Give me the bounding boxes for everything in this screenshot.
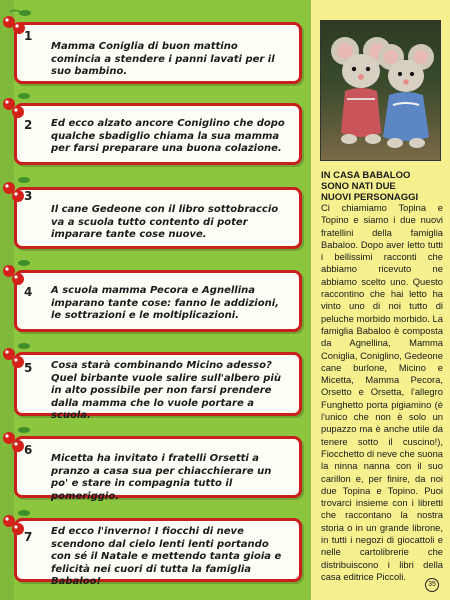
- page-number: 35: [425, 578, 439, 592]
- card-text: A scuola mamma Pecora e Agnellina imparano tante cose: fanno le addizioni, le sottrazioni e le moltiplicazioni.: [51, 285, 279, 321]
- article-body: Ci chiamiamo Topina e Topino e siamo i due nuovi fratellini della famiglia Babaloo. Dopo aver letto tutti i bellissimi racconti che abbiamo ricevuto ne abbiamo scelto uno. Questo raccontino che hai letto ha vinto uno di noi tutto di peluche morbido morbido. La famiglia Babaloo è composta da Agnellina, Mamma Coniglia, Coniglino, Gedeone cane burlone, Micino e Micetta, Mamma Pecora, Orsetto e Orsetta, l'allegro Funghetto porta pigiamino (è l'unico che non è solo un pupazzo ma è anche utile da tenere sotto il cuscino!), Fiocchetto di neve che suona la ninna nanna con il suo carillon e, per finire, da noi due Topina e Topino. Puoi trovarci insieme con i libretti che raccontano la nostra storia o in un grande librone, in tutti i negozi di giocattoli e nelle cartolibrerie che distribuiscono i libri della casa editrice Piccoli.: [321, 202, 443, 582]
- card-number: 7: [24, 530, 33, 544]
- story-card-5: [14, 352, 302, 421]
- card-number: 3: [24, 189, 33, 203]
- card-text: Ed ecco alzato ancore Coniglino che dopo qualche sbadiglio chiama la sua mamma per farsi preparare una buona colazione.: [51, 118, 285, 154]
- story-card-1: [14, 22, 302, 84]
- story-card-3: [14, 187, 302, 249]
- mice-plush-photo: [320, 20, 441, 161]
- cherries-icon: [2, 8, 42, 40]
- card-text: Mamma Coniglia di buon mattino comincia a stendere i panni lavati per il suo bambino.: [51, 41, 275, 77]
- story-card-6: [14, 436, 302, 502]
- card-text: Ed ecco l'inverno! I fiocchi di neve scendono dal cielo lenti lenti portando con sé il Natale e mettendo tanta gioia e felicità nei cuori di tutta la famiglia Babaloo!: [51, 526, 282, 587]
- card-number: 1: [24, 29, 33, 43]
- card-text: Il cane Gedeone con il libro sottobraccio va a scuola tutto contento di poter imparare tante cose nuove.: [51, 204, 279, 240]
- card-number: 2: [24, 118, 33, 132]
- cherries-icon: [2, 340, 42, 372]
- card-text: Micetta ha invitato i fratelli Orsetti a pranzo a casa sua per chiacchierare un po' e stare in compagnia tutto il pomeriggio.: [51, 453, 272, 502]
- cherries-icon: [2, 424, 42, 456]
- cherries-icon: [2, 90, 42, 122]
- article-title: IN CASA BABALOO SONO NATI DUE NUOVI PERSONAGGI: [321, 170, 419, 203]
- card-number: 6: [24, 443, 33, 457]
- cherries-icon: [2, 507, 42, 539]
- card-number: 5: [24, 361, 33, 375]
- story-card-2: [14, 103, 302, 165]
- cherries-icon: [2, 174, 42, 206]
- story-card-4: [14, 270, 302, 332]
- cherries-icon: [2, 257, 42, 289]
- mice-plush-image: [321, 21, 440, 160]
- story-card-7: [14, 518, 302, 587]
- card-text: Cosa starà combinando Micino adesso? Quel birbante vuole salire sull'albero più in alto possibile per non farsi prendere dalla mamma che lo vuole portare a scuola.: [51, 360, 281, 421]
- card-number: 4: [24, 285, 33, 299]
